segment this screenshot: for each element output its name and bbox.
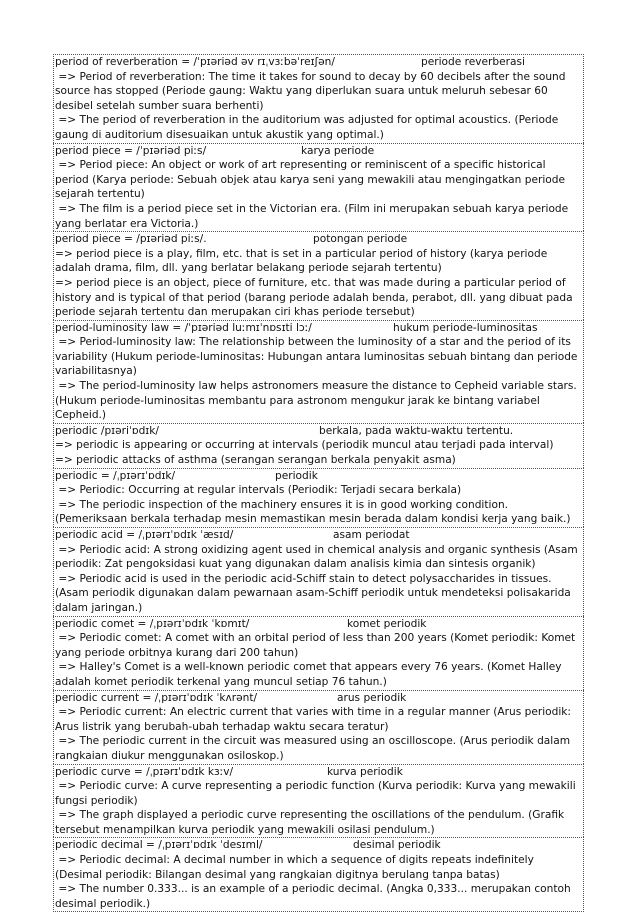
glossary-document bbox=[53, 54, 584, 912]
entry-header bbox=[55, 765, 582, 780]
entry-meaning: periodik bbox=[275, 469, 318, 482]
entry-header bbox=[55, 469, 582, 484]
glossary-entry bbox=[53, 837, 584, 912]
entry-header bbox=[55, 321, 582, 336]
entry-meaning: asam periodat bbox=[333, 529, 410, 541]
entry-term: periodic acid = /ˌpɪərɪˈɒdɪk ˈæsɪd/ bbox=[55, 529, 234, 541]
entry-header bbox=[55, 617, 582, 632]
entry-line: => The periodic inspection of the machinery ensures it is in good working condition. (Pemeriksaan berkala terhadap mesin memastikan mesin berada dalam kondisi kerja yang baik.) bbox=[55, 498, 571, 526]
entry-meaning: arus periodik bbox=[337, 691, 407, 704]
entry-term: periodic comet = /ˌpɪərɪˈɒdɪk ˈkɒmɪt/ bbox=[55, 617, 250, 630]
glossary-entry bbox=[53, 616, 584, 690]
glossary-entry bbox=[53, 690, 584, 764]
entry-header bbox=[55, 232, 582, 247]
entry-line: => Periodic curve: A curve representing a periodic function (Kurva periodik: Kurva yang mewakili fungsi periodik) bbox=[55, 780, 580, 807]
glossary-entry bbox=[53, 423, 584, 468]
entry-line: => periodic is appearing or occurring at intervals (periodik muncul atau terjadi pada interval) bbox=[55, 439, 554, 452]
entry-line: => periodic attacks of asthma (serangan serangan berkala penyakit asma) bbox=[55, 454, 456, 467]
entry-line: => The graph displayed a periodic curve representing the oscillations of the pendulum. (Grafik tersebut menampilkan kurva periodik yang mewakili osilasi pendulum.) bbox=[55, 809, 568, 836]
entry-meaning: desimal periodik bbox=[353, 839, 441, 852]
glossary-entry bbox=[53, 54, 584, 143]
entry-line: => Periodic current: An electric current that varies with time in a regular manner (Arus periodik: Arus listrik yang berubah-ubah terhadap waktu secara teratur) bbox=[55, 706, 575, 733]
entry-meaning: karya periode bbox=[301, 144, 375, 157]
entry-line: => The periodic current in the circuit was measured using an oscilloscope. (Arus periodik dalam rangkaian diukur menggunakan osiloskop.) bbox=[55, 735, 574, 762]
glossary-entry bbox=[53, 468, 584, 527]
entry-term: periodic /pɪəriˈɒdɪk/ bbox=[55, 424, 159, 437]
entry-header bbox=[55, 144, 582, 159]
entry-term: period piece = /pɪəriəd piːs/. bbox=[55, 233, 207, 246]
entry-line: => Periodic acid: A strong oxidizing agent used in chemical analysis and organic synthesis (Asam periodik: Zat pengoksidasi kuat yang digunakan dalam analisis kimia dan sintesis organik) bbox=[55, 543, 582, 571]
entry-line: => Period-luminosity law: The relationship between the luminosity of a star and the period of its variability (Hukum periode-luminositas: Hubungan antara luminositas sebuah bintang dan periode variabilitasnya) bbox=[55, 336, 581, 378]
entry-term: period-luminosity law = /ˈpɪəriəd luːmɪˈnɒsɪti lɔː/ bbox=[55, 321, 312, 334]
entry-term: period of reverberation = /ˈpɪəriəd əv rɪˌvɜːbəˈreɪʃən/ bbox=[55, 56, 335, 68]
entry-line: => period piece is a play, film, etc. that is set in a particular period of history (karya periode adalah drama, film, dll. yang berlatar belakang periode sejarah tertentu) bbox=[55, 247, 551, 275]
entry-line: => Periodic decimal: A decimal number in which a sequence of digits repeats indefinitely (Desimal periodik: Bilangan desimal yang rangkaian digitnya berulang tanpa batas) bbox=[55, 854, 538, 881]
glossary-entry bbox=[53, 764, 584, 838]
entry-line: => Periodic: Occurring at regular intervals (Periodik: Terjadi secara berkala) bbox=[55, 484, 462, 497]
entry-line: => Halley's Comet is a well-known periodic comet that appears every 76 years. (Komet Halley adalah komet periodik terkenal yang muncul setiap 76 tahun.) bbox=[55, 661, 565, 688]
entry-meaning: hukum periode-luminositas bbox=[393, 321, 538, 334]
glossary-entry bbox=[53, 320, 584, 423]
glossary-entry bbox=[53, 143, 584, 232]
entry-line: => The film is a period piece set in the Victorian era. (Film ini merupakan sebuah karya periode yang berlatar era Victoria.) bbox=[55, 202, 572, 230]
entry-line: => Periodic acid is used in the periodic acid-Schiff stain to detect polysaccharides in tissues. (Asam periodik digunakan dalam pewarnaan asam-Schiff periodik untuk mendeteksi polisakarida dalam jaringan.) bbox=[55, 572, 575, 614]
entry-meaning: berkala, pada waktu-waktu tertentu. bbox=[319, 424, 514, 437]
entry-line: => The period of reverberation in the auditorium was adjusted for optimal acoustics. (Periode gaung di auditorium disesuaikan untuk akustik yang optimal.) bbox=[55, 114, 562, 141]
entry-line: => Periodic comet: A comet with an orbital period of less than 200 years (Komet periodik: Komet yang periode orbitnya kurang dari 200 tahun) bbox=[55, 632, 579, 659]
entry-meaning: periode reverberasi bbox=[421, 56, 525, 68]
entry-term: periodic current = /ˌpɪərɪˈɒdɪk ˈkʌrənt/ bbox=[55, 691, 258, 704]
entry-meaning: potongan periode bbox=[313, 233, 408, 246]
glossary-entry bbox=[53, 527, 584, 616]
entry-line: => period piece is an object, piece of furniture, etc. that was made during a particular period of history and is typical of that period (barang periode adalah benda, perabot, dll. yang dibuat pada periode sejarah tertentu dan merupakan ciri khas periode tersebut) bbox=[55, 276, 577, 319]
entry-line: => Period piece: An object or work of art representing or reminiscent of a specific historical period (Karya periode: Sebuah objek atau karya seni yang mewakili atau mengingatkan periode sejarah tertentu) bbox=[55, 159, 569, 201]
entry-header bbox=[55, 528, 582, 543]
entry-meaning: kurva periodik bbox=[327, 765, 403, 778]
entry-meaning: komet periodik bbox=[347, 617, 427, 630]
entry-term: periodic decimal = /ˌpɪərɪˈɒdɪk ˈdesɪml/ bbox=[55, 839, 263, 852]
entry-term: periodic = /ˌpɪərɪˈɒdɪk/ bbox=[55, 469, 176, 482]
entry-header bbox=[55, 691, 582, 706]
entry-line: => The number 0.333... is an example of a periodic decimal. (Angka 0,333... merupakan contoh desimal periodik.) bbox=[55, 883, 575, 910]
entry-term: periodic curve = /ˌpɪərɪˈɒdɪk kɜːv/ bbox=[55, 765, 234, 778]
entry-term: period piece = /ˈpɪəriəd piːs/ bbox=[55, 144, 207, 157]
entry-line: => The period-luminosity law helps astronomers measure the distance to Cepheid variable stars. (Hukum periode-luminositas membantu para astronom mengukur jarak ke bintang variabel Cepheid.) bbox=[55, 380, 581, 422]
entry-header bbox=[55, 838, 582, 853]
glossary-entry bbox=[53, 231, 584, 320]
entry-header bbox=[55, 424, 582, 439]
entry-line: => Period of reverberation: The time it takes for sound to decay by 60 decibels after the sound source has stopped (Periode gaung: Waktu yang diperlukan suara untuk meluruh sebesar 60 desibel setelah sumber suara berhenti) bbox=[55, 70, 569, 112]
entry-header bbox=[55, 55, 582, 70]
